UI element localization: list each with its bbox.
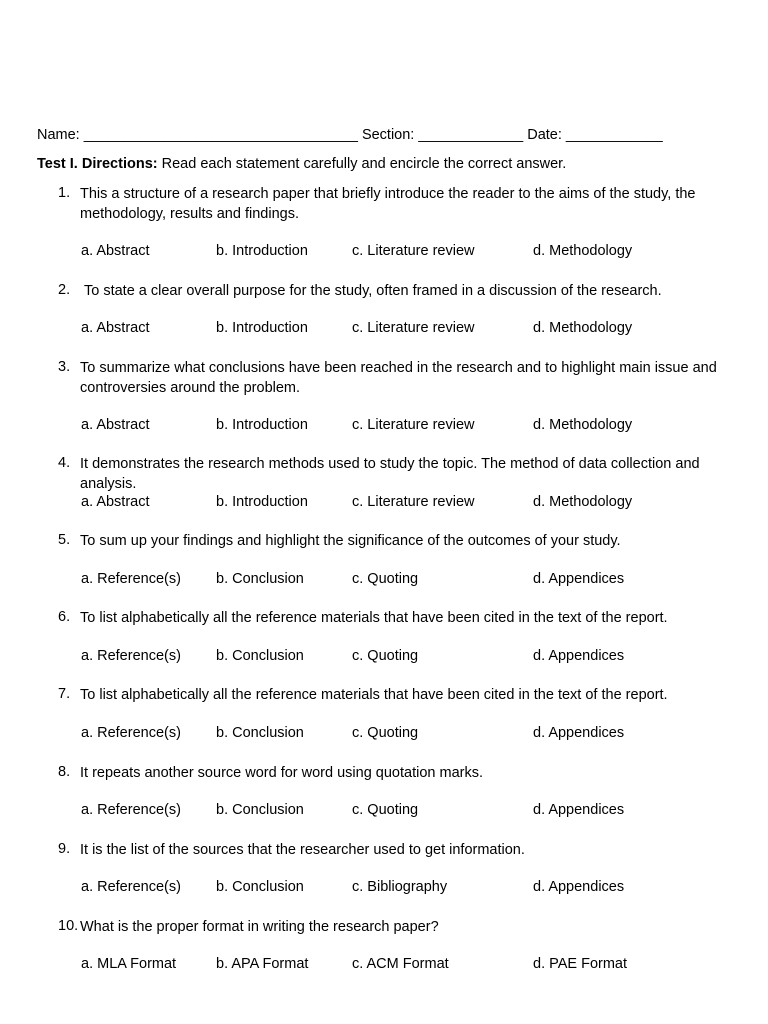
option-d[interactable]: d. Appendices (533, 648, 625, 664)
option-a[interactable]: a. Reference(s) (81, 725, 181, 741)
option-d[interactable]: d. Appendices (533, 802, 625, 818)
question-item (58, 185, 738, 224)
question-text: This a structure of a research paper that briefly introduce the reader to the aims of the study, the methodology, results and findings. (80, 186, 696, 222)
option-c[interactable]: c. Literature review (352, 494, 475, 510)
option-d[interactable]: d. Appendices (533, 879, 625, 895)
answer-options (81, 243, 731, 263)
directions-text: Read each statement carefully and encircle the correct answer. (157, 156, 567, 172)
option-c[interactable]: c. Literature review (352, 417, 475, 433)
question-number: 5. (58, 532, 71, 548)
option-c[interactable]: c. Quoting (352, 802, 419, 818)
answer-options (81, 725, 731, 745)
option-d[interactable]: d. Methodology (533, 320, 633, 336)
question-item (58, 841, 738, 861)
question-number: 6. (58, 609, 71, 625)
question-item (58, 686, 738, 706)
option-c[interactable]: c. Literature review (352, 243, 475, 259)
option-b[interactable]: b. Conclusion (216, 648, 304, 664)
question-number: 10. (58, 918, 79, 934)
option-b[interactable]: b. Introduction (216, 320, 308, 336)
option-b[interactable]: b. Conclusion (216, 879, 304, 895)
option-c[interactable]: c. Literature review (352, 320, 475, 336)
answer-options (81, 571, 731, 591)
question-text: To list alphabetically all the reference materials that have been cited in the text of the report. (80, 687, 668, 703)
option-a[interactable]: a. Abstract (81, 417, 150, 433)
option-b[interactable]: b. Introduction (216, 417, 308, 433)
question-text: It repeats another source word for word using quotation marks. (80, 765, 483, 781)
question-text: To state a clear overall purpose for the study, often framed in a discussion of the research. (84, 283, 662, 299)
question-number: 9. (58, 841, 71, 857)
option-d[interactable]: d. Methodology (533, 494, 633, 510)
option-b[interactable]: b. Conclusion (216, 802, 304, 818)
option-a[interactable]: a. Reference(s) (81, 571, 181, 587)
question-item (58, 918, 738, 938)
student-info-line: Name: __________________________________ Section: _____________ Date: ____________ (37, 127, 663, 143)
question-text: To summarize what conclusions have been reached in the research and to highlight main issue and controversies around the problem. (80, 360, 717, 396)
option-a[interactable]: a. Abstract (81, 243, 150, 259)
answer-options (81, 956, 731, 976)
option-c[interactable]: c. Quoting (352, 571, 419, 587)
option-b[interactable]: b. Conclusion (216, 571, 304, 587)
option-a[interactable]: a. Reference(s) (81, 879, 181, 895)
option-b[interactable]: b. Conclusion (216, 725, 304, 741)
question-item (58, 359, 738, 398)
question-item (58, 282, 738, 302)
question-item (58, 764, 738, 784)
option-a[interactable]: a. Reference(s) (81, 648, 181, 664)
answer-options (81, 879, 731, 899)
answer-options (81, 494, 731, 514)
question-text: It is the list of the sources that the researcher used to get information. (80, 842, 525, 858)
option-d[interactable]: d. Methodology (533, 243, 633, 259)
question-text: What is the proper format in writing the research paper? (80, 919, 439, 935)
question-number: 2. (58, 282, 71, 298)
answer-options (81, 417, 731, 437)
question-text: To sum up your findings and highlight the significance of the outcomes of your study. (80, 533, 621, 549)
question-number: 3. (58, 359, 71, 375)
test-directions (37, 156, 566, 172)
question-number: 8. (58, 764, 71, 780)
question-item (58, 455, 738, 494)
question-number: 4. (58, 455, 71, 471)
option-a[interactable]: a. Reference(s) (81, 802, 181, 818)
question-text: To list alphabetically all the reference materials that have been cited in the text of the report. (80, 610, 668, 626)
option-c[interactable]: c. Quoting (352, 648, 419, 664)
option-b[interactable]: b. Introduction (216, 243, 308, 259)
option-a[interactable]: a. Abstract (81, 494, 150, 510)
answer-options (81, 802, 731, 822)
directions-label: Test I. Directions: (37, 156, 158, 172)
option-b[interactable]: b. Introduction (216, 494, 308, 510)
answer-options (81, 648, 731, 668)
question-item (58, 609, 738, 629)
option-d[interactable]: d. Appendices (533, 571, 625, 587)
option-c[interactable]: c. Bibliography (352, 879, 448, 895)
option-a[interactable]: a. Abstract (81, 320, 150, 336)
answer-options (81, 320, 731, 340)
question-number: 7. (58, 686, 71, 702)
option-d[interactable]: d. Methodology (533, 417, 633, 433)
option-c[interactable]: c. ACM Format (352, 956, 449, 972)
question-text: It demonstrates the research methods used to study the topic. The method of data collection and analysis. (80, 456, 700, 492)
option-d[interactable]: d. Appendices (533, 725, 625, 741)
option-b[interactable]: b. APA Format (216, 956, 309, 972)
question-number: 1. (58, 185, 71, 201)
option-a[interactable]: a. MLA Format (81, 956, 177, 972)
question-item (58, 532, 738, 552)
option-c[interactable]: c. Quoting (352, 725, 419, 741)
option-d[interactable]: d. PAE Format (533, 956, 628, 972)
